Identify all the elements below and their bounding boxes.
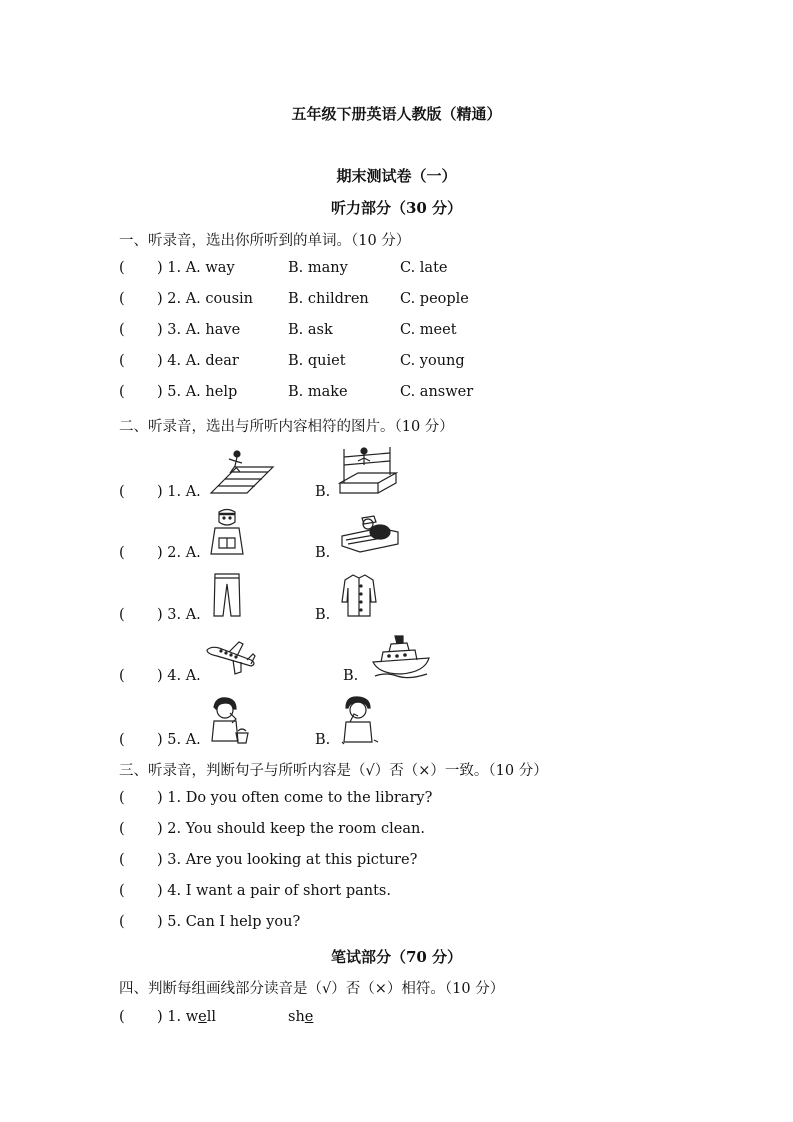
answer-blank[interactable]: ( [119,883,125,899]
word-prefix: sh [288,1009,305,1025]
answer-blank[interactable]: ( [119,914,125,930]
answer-blank[interactable]: ( [119,353,125,369]
writing-section-title: 笔试部分（70 分） [330,948,463,966]
option-c: C. young [400,353,465,369]
answer-blank[interactable]: ( [119,607,125,623]
answer-blank[interactable]: ( [119,821,125,837]
item-question: ) 3. Are you looking at this picture? [157,852,418,868]
compare-word [288,1009,313,1025]
underlined-letter: e [304,1009,314,1025]
boy-eating-icon[interactable] [208,697,250,745]
item-question: ) 3. A. have [157,322,241,338]
sports-ring-icon[interactable] [338,443,398,495]
document-title: 五年级下册英语人教版（精通） [291,105,502,123]
option-b: B. [315,607,331,623]
word-rest: ll [206,1009,216,1025]
item-question: ) 1. A. [157,484,201,500]
item-question: ) 2. You should keep the room clean. [157,821,425,837]
answer-blank[interactable]: ( [119,291,125,307]
ship-icon[interactable] [371,634,431,680]
word-pair [157,1009,216,1025]
option-c: C. answer [400,384,474,400]
item-question: ) 5. A. help [157,384,238,400]
man-reading-icon[interactable] [207,508,247,558]
answer-blank[interactable]: ( [119,732,125,748]
exam-title: 期末测试卷（一） [336,167,457,185]
option-b: B. many [288,260,348,276]
part3-heading: 三、听录音，判断句子与所听内容是（√）否（×）一致。（10 分） [119,763,548,779]
option-b: B. ask [288,322,333,338]
option-b: B. [315,732,331,748]
answer-blank[interactable]: ( [119,852,125,868]
coat-icon[interactable] [341,572,377,618]
part4-heading: 四、判断每组画线部分读音是（√）否（×）相符。（10 分） [119,981,505,997]
answer-blank[interactable]: ( [119,1009,125,1025]
item-question: ) 1. w [157,1009,199,1025]
airplane-icon[interactable] [205,640,257,676]
underlined-letter: e [198,1009,207,1025]
item-question: ) 4. I want a pair of short pants. [157,883,391,899]
listening-section-title: 听力部分（30 分） [330,199,463,217]
item-question: ) 5. Can I help you? [157,914,301,930]
item-question: ) 3. A. [157,607,201,623]
boy-toothache-icon[interactable] [340,696,380,746]
pants-icon[interactable] [211,572,243,618]
answer-blank[interactable]: ( [119,260,125,276]
running-track-icon[interactable] [207,449,275,499]
answer-blank[interactable]: ( [119,484,125,500]
item-question: ) 5. A. [157,732,201,748]
answer-blank[interactable]: ( [119,545,125,561]
answer-blank[interactable]: ( [119,790,125,806]
option-b: B. [315,484,331,500]
item-question: ) 4. A. [157,668,201,684]
option-b: B. quiet [288,353,346,369]
item-question: ) 4. A. dear [157,353,239,369]
option-b: B. make [288,384,348,400]
item-question: ) 1. A. way [157,260,235,276]
option-c: C. people [400,291,469,307]
part1-heading: 一、听录音，选出你所听到的单词。（10 分） [119,233,411,249]
option-b: B. [343,668,359,684]
option-b: B. [315,545,331,561]
item-question: ) 2. A. [157,545,201,561]
option-c: C. late [400,260,448,276]
item-question: ) 1. Do you often come to the library? [157,790,433,806]
part2-heading: 二、听录音，选出与所听内容相符的图片。（10 分） [119,419,454,435]
person-sleeping-icon[interactable] [340,514,400,554]
answer-blank[interactable]: ( [119,322,125,338]
answer-blank[interactable]: ( [119,384,125,400]
item-question: ) 2. A. cousin [157,291,254,307]
option-c: C. meet [400,322,457,338]
option-b: B. children [288,291,369,307]
answer-blank[interactable]: ( [119,668,125,684]
